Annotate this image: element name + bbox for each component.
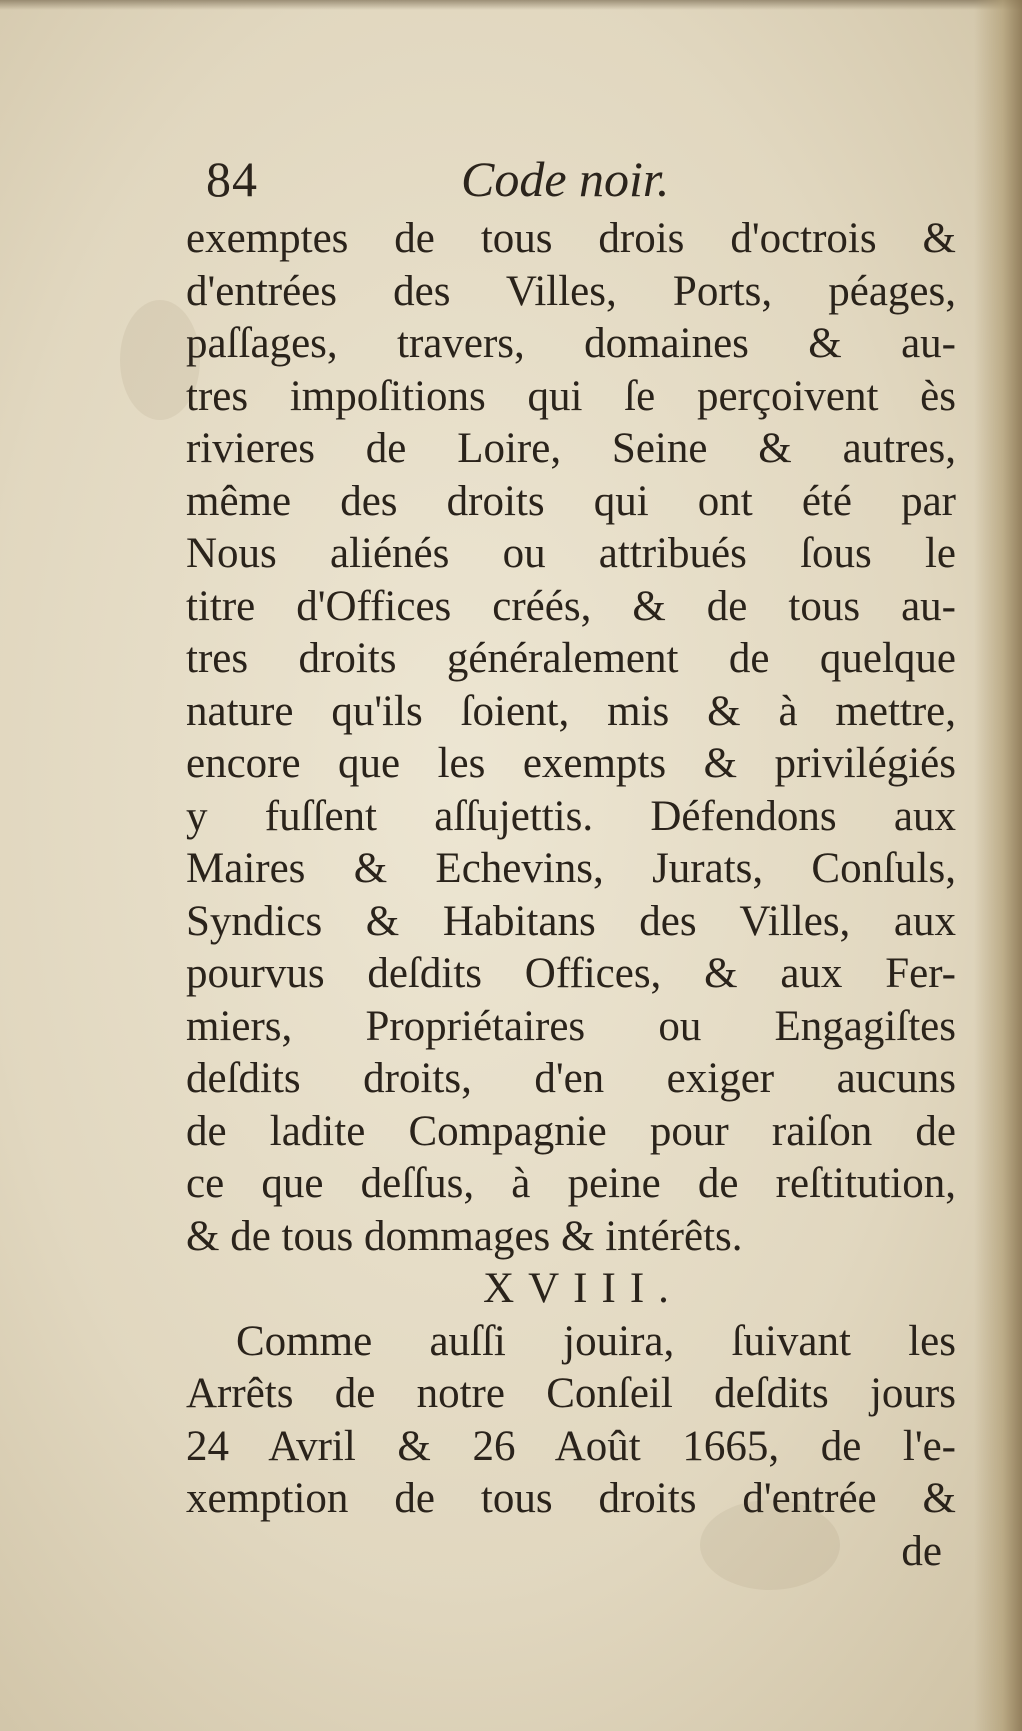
text-line: Comme auſſi jouira, ſuivant les [236,1317,956,1365]
catchword: de [901,1527,942,1575]
section-heading: XVIII. [483,1265,683,1312]
text-line: rivieres de Loire, Seine & autres, [186,425,956,472]
text-line: y fuſſent aſſujettis. Défendons aux [186,792,956,840]
text-line: 24 Avril & 26 Août 1665, de l'e- [186,1422,956,1470]
text-line: deſdits droits, d'en exiger aucuns [186,1055,956,1102]
text-line: ce que deſſus, à peine de reſtitution, [186,1160,956,1207]
text-line: paſſages, travers, domaines & au- [186,320,956,367]
text-line: même des droits qui ont été par [186,477,956,525]
text-line: & de tous dommages & intérêts. [186,1212,743,1260]
text-line: miers, Propriétaires ou Engagiſtes [186,1002,956,1050]
body-text [186,213,956,1578]
running-title: Code noir. [461,151,670,207]
text-line: tres droits généralement de quelque [186,635,956,682]
text-line: Syndics & Habitans des Villes, aux [186,897,956,945]
text-line: de ladite Compagnie pour raiſon de [186,1107,956,1155]
page-header [206,150,966,220]
text-line: Nous aliénés ou attribués ſous le [186,530,956,577]
text-line: encore que les exempts & privilégiés [186,740,956,787]
text-line: titre d'Offices créés, & de tous au- [186,582,956,630]
text-line: pourvus deſdits Offices, & aux Fer- [186,950,956,997]
page-number: 84 [206,151,258,207]
text-line: Maires & Echevins, Jurats, Conſuls, [186,845,956,892]
page-edge-shadow [974,0,1022,1731]
text-line: exemptes de tous drois d'octrois & [186,215,956,262]
text-line: tres impoſitions qui ſe perçoivent ès [186,372,956,420]
text-line: nature qu'ils ſoient, mis & à mettre, [186,687,956,735]
text-line: Arrêts de notre Conſeil deſdits jours [186,1370,956,1417]
page-top-shadow [0,0,1022,10]
text-line: xemption de tous droits d'entrée & [186,1475,956,1522]
text-line: d'entrées des Villes, Ports, péages, [186,267,956,315]
